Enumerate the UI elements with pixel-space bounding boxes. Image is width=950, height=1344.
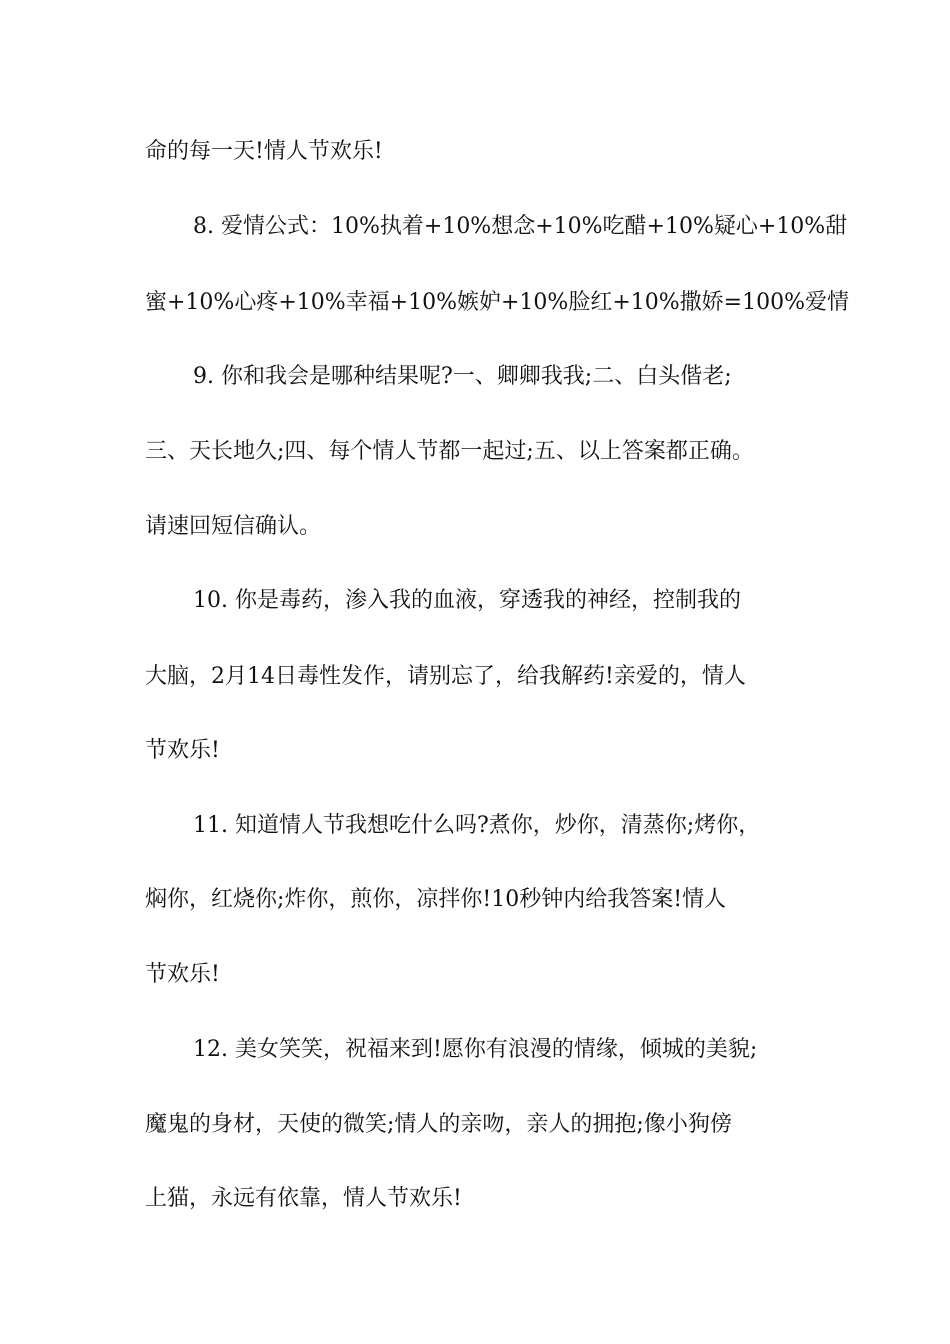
text-line: 请速回短信确认。 [145,514,322,539]
item-10-line: 10. 你是毒药，渗入我的血液，穿透我的神经，控制我的 [193,588,741,613]
item-12-line: 12. 美女笑笑，祝福来到!愿你有浪漫的情缘，倾城的美貌; [193,1037,758,1062]
item-9-line: 9. 你和我会是哪种结果呢?一、卿卿我我;二、白头偕老; [193,364,732,389]
text-line: 魔鬼的身材，天使的微笑;情人的亲吻，亲人的拥抱;像小狗傍 [145,1112,732,1137]
text-line: 大脑，2月14日毒性发作，请别忘了，给我解药!亲爱的，情人 [145,664,746,689]
text-line: 节欢乐! [145,962,220,987]
text-line: 焖你，红烧你;炸你，煎你，凉拌你!10秒钟内给我答案!情人 [145,887,727,912]
text-line: 三、天长地久;四、每个情人节都一起过;五、以上答案都正确。 [145,439,754,464]
text-line: 节欢乐! [145,738,220,763]
text-line: 命的每一天!情人节欢乐! [145,139,383,164]
text-line: 上猫，永远有依靠，情人节欢乐! [145,1186,462,1211]
text-line: 蜜+10%心疼+10%幸福+10%嫉妒+10%脸红+10%撒娇=100%爱情 [145,290,849,315]
item-11-line: 11. 知道情人节我想吃什么吗?煮你，炒你，清蒸你;烤你， [193,813,761,838]
item-8-line: 8. 爱情公式：10%执着+10%想念+10%吃醋+10%疑心+10%甜 [193,214,848,239]
